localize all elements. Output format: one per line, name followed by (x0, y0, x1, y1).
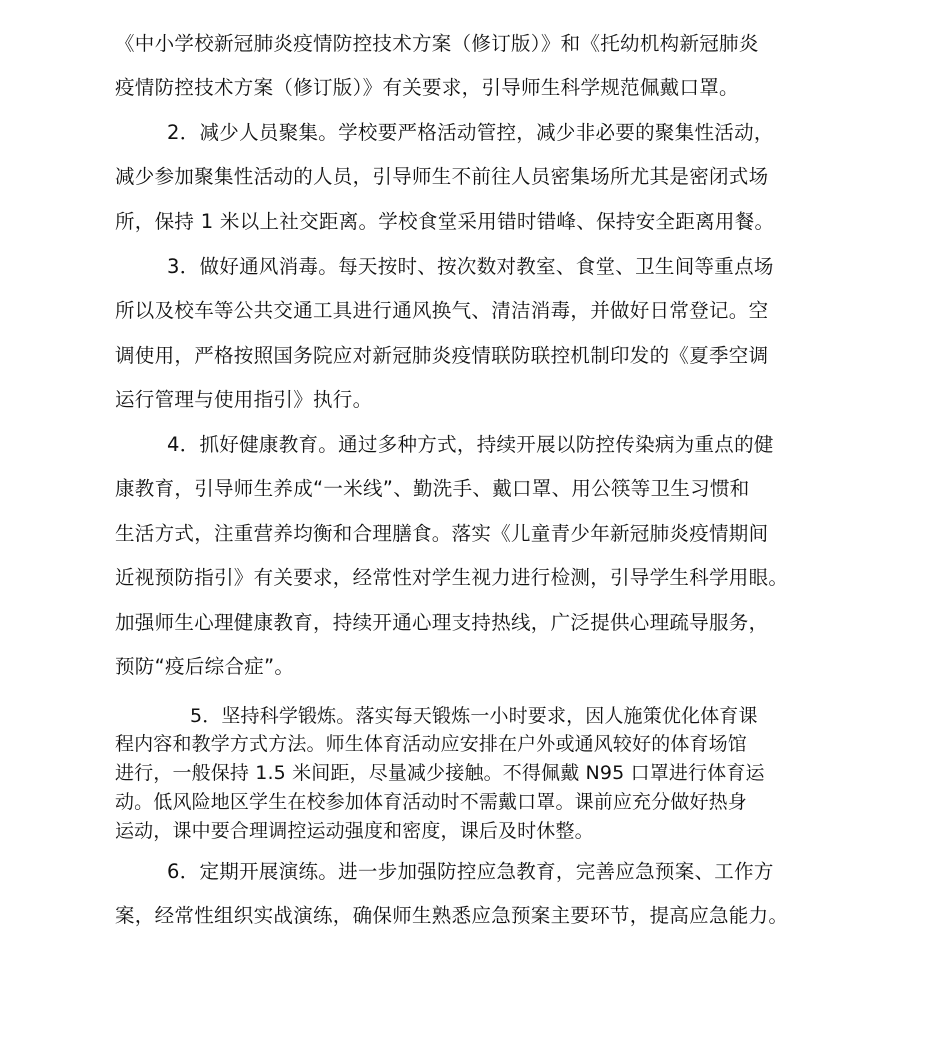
text-line: 生活方式，注重营养均衡和合理膳食。落实《儿童青少年新冠肺炎疫情期间 (115, 522, 769, 545)
text-line: 调使用，严格按照国务院应对新冠肺炎疫情联防联控机制印发的《夏季空调 (115, 344, 769, 367)
text-line: 近视预防指引》有关要求，经常性对学生视力进行检测，引导学生科学用眼。 (115, 566, 789, 589)
text-line: 2．减少人员聚集。学校要严格活动管控，减少非必要的聚集性活动， (167, 121, 774, 144)
text-line: 动。低风险地区学生在校参加体育活动时不需戴口罩。课前应充分做好热身 (115, 791, 747, 813)
text-line: 减少参加聚集性活动的人员，引导师生不前往人员密集场所尤其是密闭式场 (115, 165, 769, 188)
text-line: 所以及校车等公共交通工具进行通风换气、清洁消毒，并做好日常登记。空 (115, 299, 769, 322)
text-line: 3．做好通风消毒。每天按时、按次数对教室、食堂、卫生间等重点场 (167, 255, 774, 278)
text-line: 预防“疫后综合症”。 (115, 655, 295, 678)
text-line: 程内容和教学方式方法。师生体育活动应安排在户外或通风较好的体育场馆 (115, 733, 747, 755)
text-line: 5．坚持科学锻炼。落实每天锻炼一小时要求，因人施策优化体育课 (190, 705, 758, 727)
text-line: 疫情防控技术方案（修订版）》有关要求，引导师生科学规范佩戴口罩。 (115, 76, 739, 99)
text-line: 康教育，引导师生养成“一米线”、勤洗手、戴口罩、用公筷等卫生习惯和 (115, 477, 750, 500)
text-line: 进行，一般保持 1.5 米间距，尽量减少接触。不得佩戴 N95 口罩进行体育运 (115, 762, 765, 784)
text-line: 所，保持 1 米以上社交距离。学校食堂采用错时错峰、保持安全距离用餐。 (115, 210, 775, 233)
text-line: 4．抓好健康教育。通过多种方式，持续开展以防控传染病为重点的健 (167, 433, 774, 456)
text-line: 加强师生心理健康教育，持续开通心理支持热线，广泛提供心理疏导服务， (115, 611, 769, 634)
text-line: 6．定期开展演练。进一步加强防控应急教育，完善应急预案、工作方 (167, 860, 774, 883)
text-line: 《中小学校新冠肺炎疫情防控技术方案（修订版）》和《托幼机构新冠肺炎 (115, 32, 759, 55)
text-line: 运动，课中要合理调控运动强度和密度，课后及时休整。 (115, 820, 594, 842)
text-line: 运行管理与使用指引》执行。 (115, 388, 373, 411)
text-line: 案，经常性组织实战演练，确保师生熟悉应急预案主要环节，提高应急能力。 (115, 904, 789, 927)
